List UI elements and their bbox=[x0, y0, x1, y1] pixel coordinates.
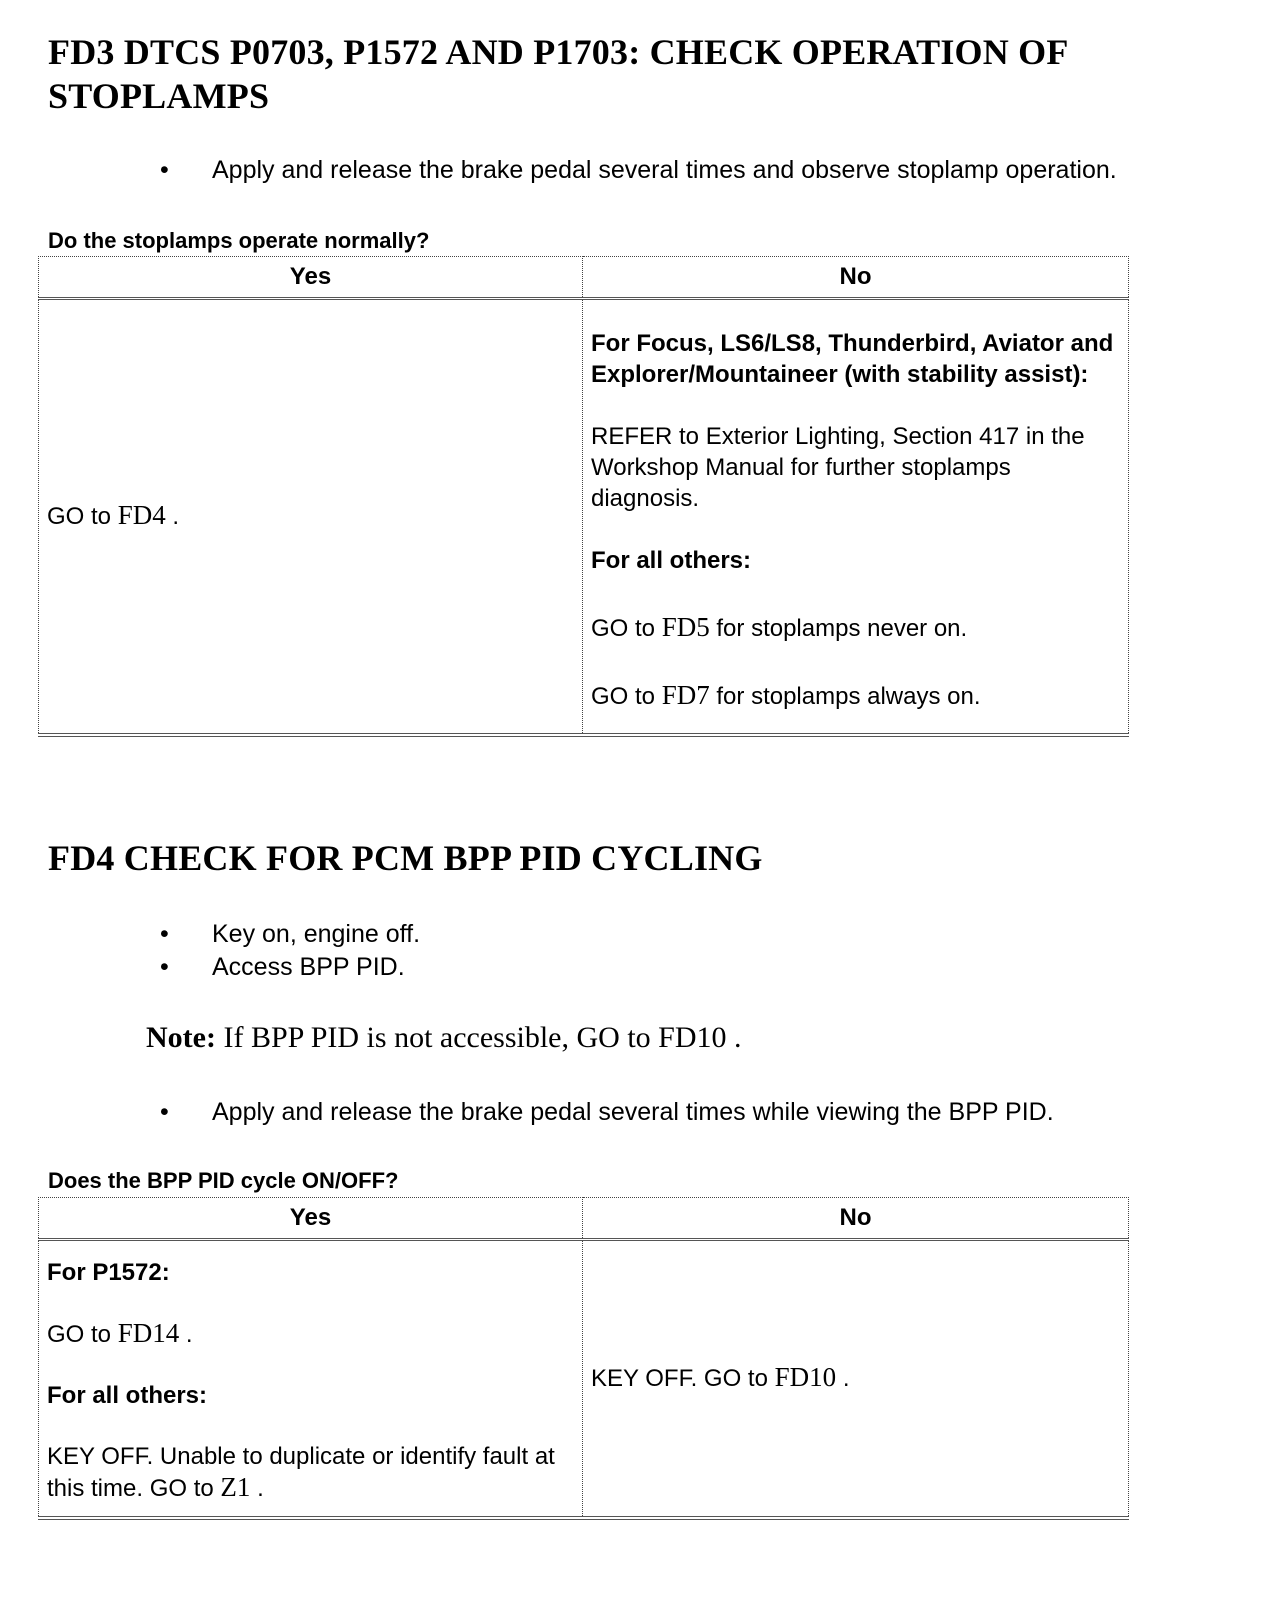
fd3-title-line1: FD3 DTCS P0703, P1572 AND P1703: CHECK OPERATION OF bbox=[48, 32, 1069, 72]
fd4-yes-z1-link[interactable]: Z1 bbox=[220, 1471, 251, 1502]
fd4-no-line-pre: KEY OFF. GO to bbox=[591, 1365, 768, 1393]
fd4-yes-fd14-link[interactable]: FD14 bbox=[117, 1317, 180, 1348]
fd4-yes-line1-pre: GO to bbox=[47, 1320, 112, 1348]
fd4-yes-heading-2: For all others: bbox=[47, 1381, 208, 1409]
fd3-no-line3-pre: GO to bbox=[591, 683, 656, 711]
fd4-step-3: • Apply and release the brake pedal several times while viewing the BPP PID. bbox=[160, 1096, 1054, 1129]
fd3-no-cell bbox=[583, 299, 1129, 735]
fd3-no-line2-pre: GO to bbox=[591, 615, 656, 643]
fd4-no-header: No bbox=[583, 1198, 1129, 1240]
fd4-question: Does the BPP PID cycle ON/OFF? bbox=[48, 1168, 399, 1193]
fd4-result-table bbox=[38, 1197, 1129, 1520]
fd3-title-line2: STOPLAMPS bbox=[48, 76, 270, 116]
fd4-step-1: • Key on, engine off. bbox=[160, 918, 420, 951]
fd4-title: FD4 CHECK FOR PCM BPP PID CYCLING bbox=[48, 838, 763, 878]
fd3-result-table bbox=[38, 256, 1129, 737]
fd3-yes-cell bbox=[39, 299, 583, 735]
fd3-yes-end: . bbox=[172, 503, 180, 531]
fd4-yes-line2-end: . bbox=[257, 1474, 264, 1502]
fd3-no-fd7-link[interactable]: FD7 bbox=[661, 680, 710, 711]
fd3-no-text-1: REFER to Exterior Lighting, Section 417 in the Workshop Manual for further stoplamps diagnosis. bbox=[591, 423, 1085, 513]
fd3-title bbox=[48, 30, 1069, 118]
fd3-table-header-row bbox=[39, 257, 1129, 299]
fd4-note bbox=[146, 1020, 742, 1056]
fd4-step-2: • Access BPP PID. bbox=[160, 951, 420, 984]
fd4-note-label: Note: bbox=[146, 1021, 216, 1054]
fd3-no-fd5-link[interactable]: FD5 bbox=[661, 612, 710, 643]
fd4-yes-cell bbox=[39, 1240, 583, 1518]
fd4-yes-line2-pre: KEY OFF. Unable to duplicate or identify fault at this time. GO to bbox=[47, 1442, 555, 1502]
fd4-yes-heading-1: For P1572: bbox=[47, 1258, 170, 1286]
fd3-yes-ref-link[interactable]: FD4 bbox=[117, 500, 166, 531]
fd4-note-text: If BPP PID is not accessible, GO to FD10 . bbox=[223, 1021, 742, 1054]
fd3-no-heading-2: For all others: bbox=[591, 547, 752, 575]
fd3-steps bbox=[160, 154, 1117, 187]
fd3-table-row bbox=[39, 299, 1129, 735]
fd4-no-fd10-link[interactable]: FD10 bbox=[774, 1362, 837, 1393]
fd4-steps bbox=[160, 918, 420, 984]
fd3-no-line3-post: for stoplamps always on. bbox=[716, 683, 981, 711]
fd3-yes-text: GO to bbox=[47, 503, 112, 531]
fd4-steps-2 bbox=[160, 1096, 1054, 1129]
fd4-table-row bbox=[39, 1240, 1129, 1518]
fd4-table-header-row bbox=[39, 1198, 1129, 1240]
fd3-step-1: • Apply and release the brake pedal several times and observe stoplamp operation. bbox=[160, 154, 1117, 187]
fd3-no-line2-post: for stoplamps never on. bbox=[716, 615, 968, 643]
fd3-no-heading-1: For Focus, LS6/LS8, Thunderbird, Aviator and Explorer/Mountaineer (with stability assist): bbox=[591, 330, 1114, 389]
fd4-no-line-end: . bbox=[842, 1365, 850, 1393]
fd4-yes-header: Yes bbox=[39, 1198, 583, 1240]
fd4-yes-line1-end: . bbox=[185, 1320, 193, 1348]
fd4-no-cell bbox=[583, 1240, 1129, 1518]
fd3-yes-header: Yes bbox=[39, 257, 583, 299]
fd3-no-header: No bbox=[583, 257, 1129, 299]
fd3-question: Do the stoplamps operate normally? bbox=[48, 228, 430, 253]
